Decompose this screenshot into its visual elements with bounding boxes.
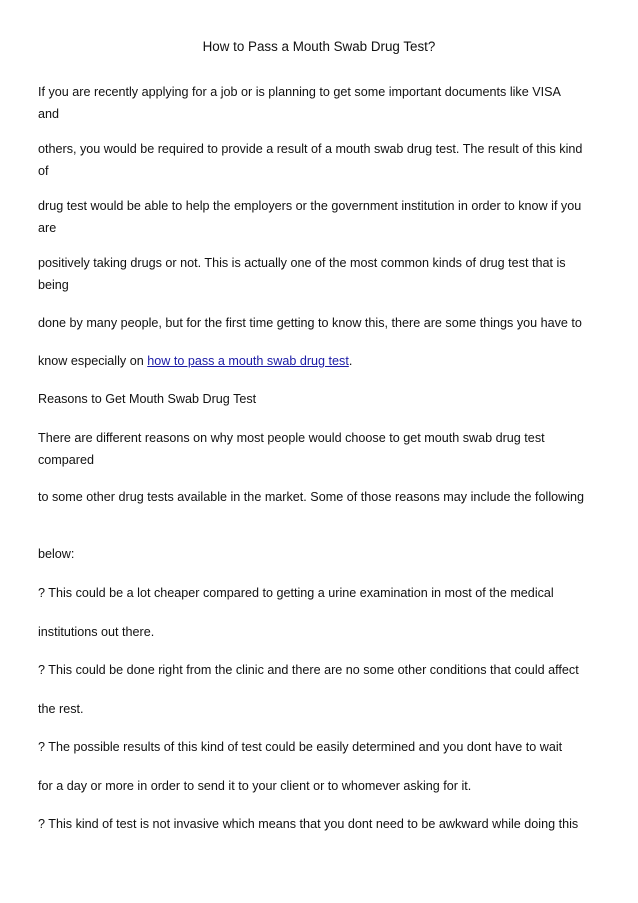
paragraph-line: done by many people, but for the first time getting to know this, there are some things you have to <box>38 316 582 330</box>
bullet-line: ? The possible results of this kind of test could be easily determined and you dont have to wait <box>38 740 563 754</box>
paragraph-line: positively taking drugs or not. This is actually one of the most common kinds of drug test that is <box>38 256 566 270</box>
paragraph-line: being <box>38 278 69 292</box>
bullet-line: ? This kind of test is not invasive which means that you dont need to be awkward while doing this <box>38 817 579 831</box>
paragraph-line: of <box>38 164 49 178</box>
paragraph-line: compared <box>38 453 95 467</box>
document-title: How to Pass a Mouth Swab Drug Test? <box>202 39 436 54</box>
section-heading: Reasons to Get Mouth Swab Drug Test <box>38 392 257 406</box>
bullet-line: institutions out there. <box>38 625 155 639</box>
paragraph-line: There are different reasons on why most people would choose to get mouth swab drug test <box>38 431 545 445</box>
bullet-line: ? This could be a lot cheaper compared to getting a urine examination in most of the medical <box>38 586 554 600</box>
paragraph-line: and <box>38 107 60 121</box>
paragraph-line: If you are recently applying for a job or is planning to get some important documents like VISA <box>38 85 561 99</box>
paragraph-line: drug test would be able to help the employers or the government institution in order to know if you <box>38 199 582 213</box>
paragraph-text: . <box>348 354 353 368</box>
mouth-swab-drug-test-link[interactable]: how to pass a mouth swab drug test <box>147 354 349 368</box>
paragraph-line: to some other drug tests available in the market. Some of those reasons may include the following <box>38 490 585 504</box>
bullet-line: the rest. <box>38 702 84 716</box>
paragraph-line: others, you would be required to provide a result of a mouth swab drug test. The result of this kind <box>38 142 583 156</box>
paragraph-text: know especially on <box>38 354 148 368</box>
paragraph-line-with-link <box>38 353 352 369</box>
bullet-line: ? This could be done right from the clinic and there are no some other conditions that could affect <box>38 663 579 677</box>
paragraph-line: are <box>38 221 57 235</box>
bullet-line: for a day or more in order to send it to your client or to whomever asking for it. <box>38 779 472 793</box>
paragraph-line: below: <box>38 547 75 561</box>
